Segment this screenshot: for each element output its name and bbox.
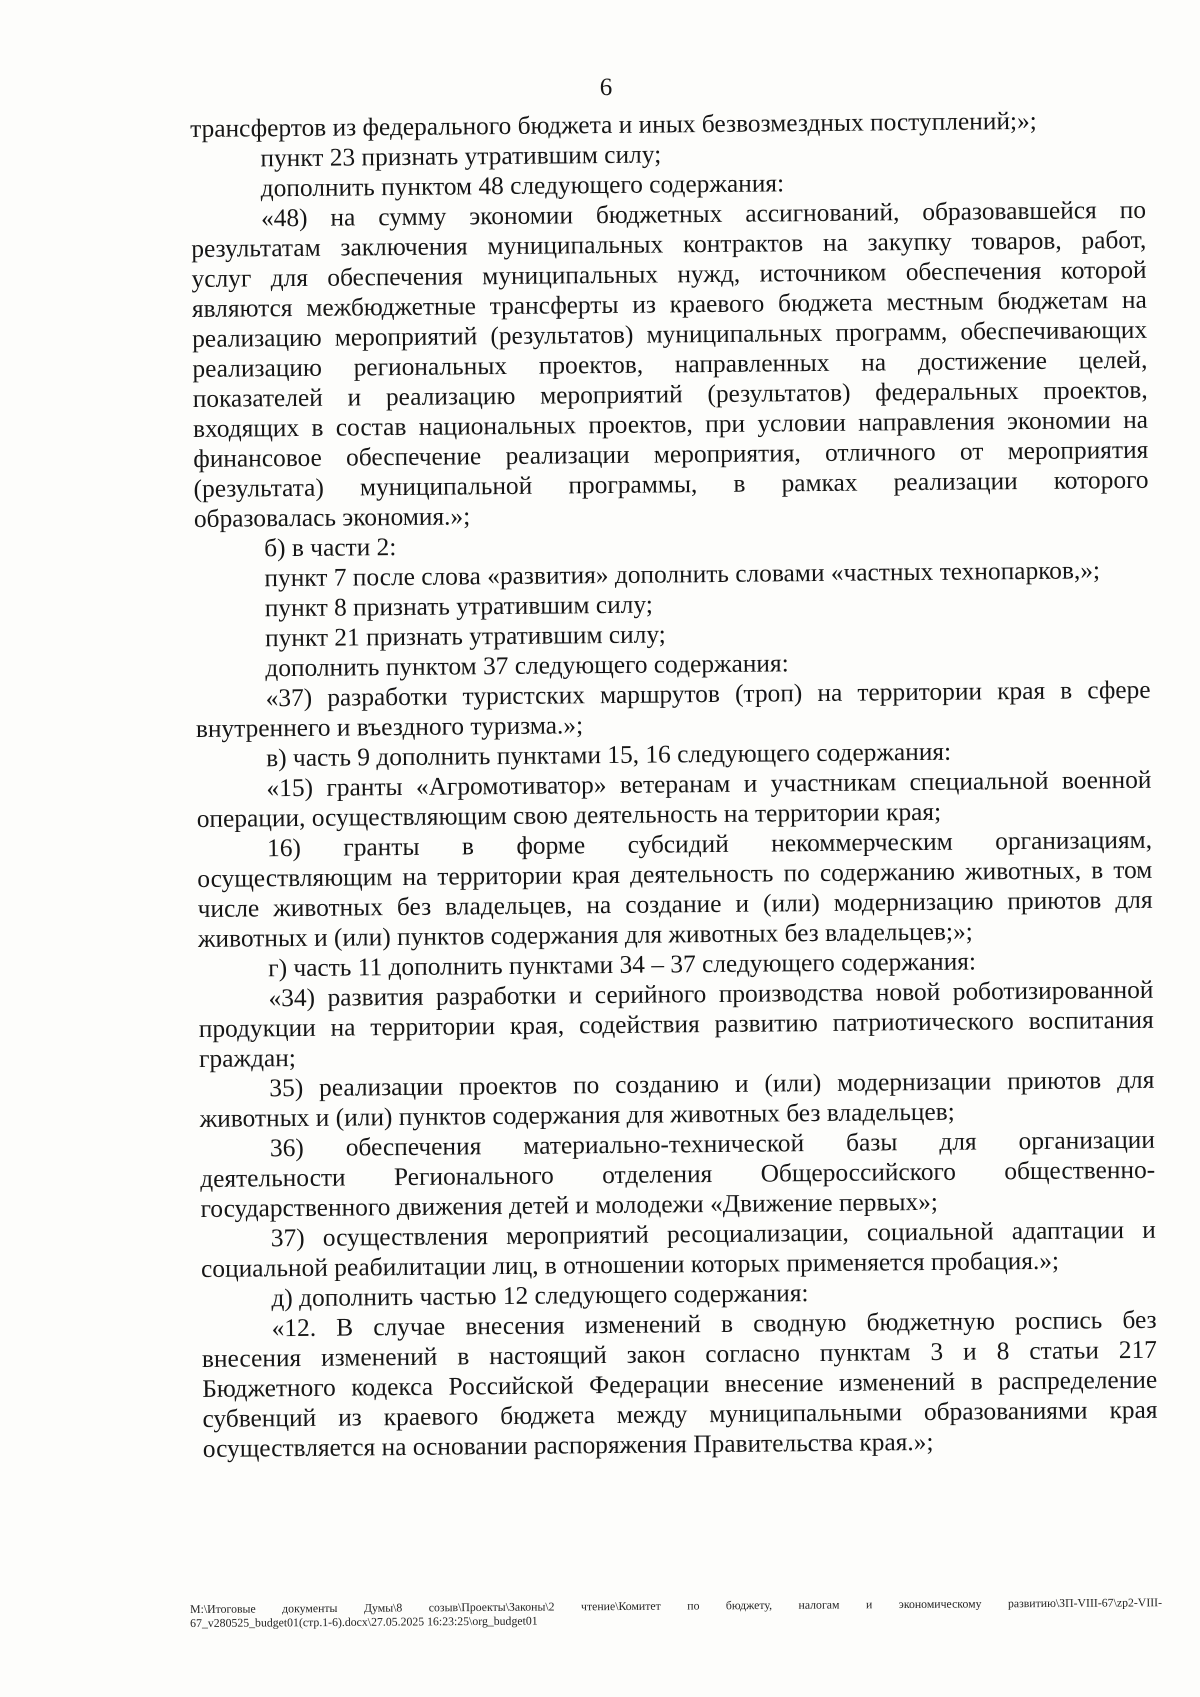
text-line: б) в части 2: [264, 533, 397, 563]
text-line: в) часть 9 дополнить пунктами 15, 16 следующего содержания: [266, 737, 952, 773]
text-line: трансфертов из федерального бюджета и иных безвозмездных поступлений;»; [190, 106, 1037, 143]
text-line: животных и (или) пунктов содержания для животных без владельцев;»; [197, 917, 973, 953]
text-line: осуществляющим на территории края деятельность по содержанию животных, в том [197, 855, 1153, 893]
text-line: внутреннего и въездного туризма.»; [195, 711, 584, 743]
text-line: 36) обеспечения материально-технической базы для организации [269, 1125, 1156, 1163]
text-line: «48) на сумму экономии бюджетных ассигнований, образовавшейся по [260, 195, 1147, 233]
text-line: реализацию мероприятий (результатов) муниципальных программ, обеспечивающих [192, 315, 1148, 353]
text-line: пункт 8 признать утратившим силу; [264, 590, 653, 623]
text-line: результатам заключения муниципальных контрактов на закупку товаров, работ, [191, 225, 1147, 263]
text-line: субвенций из краевого бюджета между муниципальными образованиями края [202, 1395, 1158, 1433]
text-line: социальной реабилитации лиц, в отношении которых применяется пробация.»; [200, 1246, 1060, 1283]
text-line: продукции на территории края, содействия развитию патриотического воспитания [198, 1005, 1154, 1043]
document-body [190, 105, 1158, 1464]
text-line: показателей и реализацию мероприятий (результатов) федеральных проектов, [192, 375, 1148, 413]
text-line: г) часть 11 дополнить пунктами 34 – 37 следующего содержания: [268, 947, 977, 983]
text-line: граждан; [198, 1044, 296, 1073]
text-line: образовалась экономия.»; [193, 502, 471, 533]
text-line: реализацию региональных проектов, направленных на достижение целей, [192, 345, 1148, 383]
text-line: внесения изменений в настоящий закон согласно пунктам 3 и 8 статьи 217 [201, 1335, 1158, 1373]
text-line: 16) гранты в форме субсидий некоммерческим организациям, [266, 825, 1153, 863]
text-line: «34) развития разработки и серийного производства новой роботизированной [268, 975, 1154, 1013]
text-line: финансовое обеспечение реализации мероприятия, отличного от мероприятия [193, 435, 1149, 473]
text-line: пункт 23 признать утратившим силу; [260, 140, 662, 173]
text-line: «37) разработки туристских маршрутов (троп) на территории края в сфере [265, 675, 1151, 713]
text-line: числе животных без владельцев, на создание и (или) модернизацию приютов для [197, 885, 1153, 923]
text-line: 35) реализации проектов по созданию и (или) модернизации приютов для [269, 1065, 1155, 1103]
text-line: животных и (или) пунктов содержания для животных без владельцев; [199, 1097, 955, 1133]
footer-line: M:\Итоговые документы Думы\8 созыв\Проекты\Законы\2 чтение\Комитет по бюджету, налогам и экономическому развитию\ЗП-VIII-67\zp2-VIII- [190, 1595, 1163, 1616]
text-line: государственного движения детей и молодежи «Движение первых»; [200, 1187, 939, 1223]
text-line: Бюджетного кодекса Российской Федерации внесение изменений в распределение [202, 1365, 1158, 1403]
text-line: услуг для обеспечения муниципальных нужд, источником обеспечения которой [191, 255, 1147, 293]
text-line: «12. В случае внесения изменений в сводную бюджетную роспись без [271, 1305, 1157, 1343]
text-line: осуществляется на основании распоряжения Правительства края.»; [202, 1427, 934, 1463]
text-line: пункт 21 признать утратившим силу; [264, 620, 666, 653]
text-line: (результата) муниципальной программы, в рамках реализации которого [193, 465, 1149, 503]
text-line: дополнить пунктом 48 следующего содержания: [260, 169, 785, 203]
text-line: «15) гранты «Агромотиватор» ветеранам и участникам специальной военной [266, 765, 1152, 803]
page-number: 6 [599, 74, 613, 101]
text-line: являются межбюджетные трансферты из краевого бюджета местным бюджетам на [191, 285, 1147, 323]
footer-line: 67_v280525_budget01(стр.1-6).docx\27.05.2025 16:23:25\org_budget01 [190, 1613, 538, 1630]
text-line: операции, осуществляющим свою деятельность на территории края; [196, 797, 942, 833]
file-path-footer [190, 1595, 1162, 1630]
text-line: деятельности Регионального отделения Общероссийского общественно- [200, 1155, 1156, 1193]
text-line: пункт 7 после слова «развития» дополнить словами «частных технопарков,»; [264, 556, 1101, 593]
text-line: дополнить пунктом 37 следующего содержания: [265, 649, 789, 683]
text-line: 37) осуществления мероприятий ресоциализации, социальной адаптации и [270, 1215, 1156, 1253]
text-line: д) дополнить частью 12 следующего содержания: [271, 1279, 809, 1313]
text-line: входящих в состав национальных проектов, при условии направления экономии на [192, 405, 1149, 443]
